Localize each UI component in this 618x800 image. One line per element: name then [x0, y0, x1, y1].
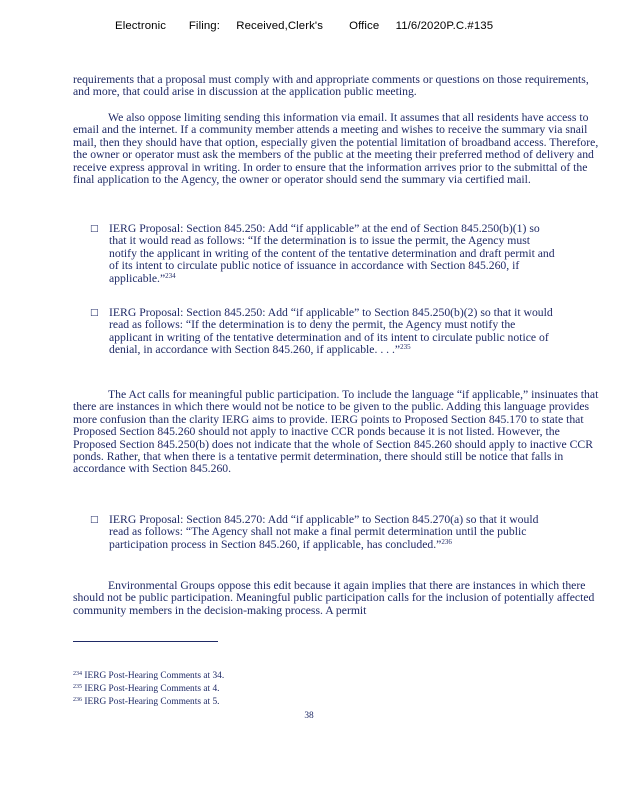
footnote-text: IERG Post-Hearing Comments at 5.	[84, 697, 220, 707]
footnote-ref-236: 236	[441, 537, 452, 546]
footnote-number: 236	[73, 697, 82, 703]
header-electronic: Electronic	[115, 20, 167, 32]
paragraph-2	[73, 112, 603, 186]
footnote-ref-234: 234	[165, 271, 176, 280]
footnote-ref-235: 235	[400, 343, 411, 352]
footnote-text: IERG Post-Hearing Comments at 4.	[84, 684, 220, 694]
bullet-3-text	[109, 514, 558, 551]
header-received: Received,Clerk's	[236, 20, 323, 32]
footnote-number: 235	[73, 684, 82, 690]
bullet-box-icon: □	[90, 224, 99, 234]
bullet-1-text	[109, 223, 558, 285]
bullet-2-text	[109, 307, 558, 357]
footnote-236	[73, 696, 473, 709]
bullet-box-icon: □	[90, 515, 99, 525]
header-stamp: 11/6/2020P.C.#135	[395, 20, 494, 32]
footnote-number: 234	[73, 671, 82, 677]
paragraph-2-text: We also oppose limiting sending this information via email. It assumes that all residents have access to email and the internet. If a community member attends a meeting and wishes to receive the summary via snail mail, then they should have that option, especially given the potential limitation of broadband access. Therefore, the owner or operator must ask the members of the public at the meeting their preferred method of delivery and receive express approval in writing. In order to ensure that the information arrives prior to the submittal of the final application to the Agency, the owner or operator should send the summary via certified mail.	[73, 111, 599, 187]
bullet-2-body: IERG Proposal: Section 845.250: Add “if applicable” to Section 845.250(b)(2) so that it would read as follows: “If the determination is to deny the permit, the Agency must notify the applicant in writing of the tentative determination and of its intent to circulate public notice of denial, in accordance with Section 845.260, if applicable. . . .”	[109, 306, 553, 357]
paragraph-4	[73, 580, 603, 617]
bullet-3-body: IERG Proposal: Section 845.270: Add “if applicable” to Section 845.270(a) so that it would read as follows: “The Agency shall not make a final permit determination until the public participation process in Section 845.260, if applicable, has concluded.”	[109, 513, 539, 551]
bullet-item-2	[90, 307, 558, 357]
bullet-box-icon: □	[90, 308, 99, 318]
footnote-text: IERG Post-Hearing Comments at 34.	[84, 671, 225, 681]
footnotes	[73, 670, 473, 709]
bullet-item-3	[90, 514, 558, 551]
page-number: 38	[304, 711, 314, 721]
paragraph-4-text: Environmental Groups oppose this edit because it again implies that there are instances in which there should not be public participation. Meaningful public participation calls for the inclusion of potentially affected community members in the decision-making process. A permit	[73, 579, 595, 617]
paragraph-1	[73, 74, 603, 99]
bullet-1-body: IERG Proposal: Section 845.250: Add “if applicable” at the end of Section 845.250(b)(1) so that it would read as follows: “If the determination is to issue the permit, the Agency must notify the applicant in writing of the content of the tentative determination and draft permit and of its intent to circulate public notice of issuance in accordance with Section 845.260, if applicable.”	[109, 222, 555, 285]
paragraph-3-text: The Act calls for meaningful public participation. To include the language “if applicable,” insinuates that there are instances in which there would not be notice to be given to the public. Adding this language provides more confusion than the clarity IERG aims to provide. IERG points to Proposed Section 845.170 to state that Proposed Section 845.260 should not apply to inactive CCR ponds because it is not listed. However, the Proposed Section 845.250(b) does not indicate that the whole of Section 845.260 should apply to inactive CCR ponds. Rather, that when there is a tentative permit determination, there should still be notice that falls in accordance with Section 845.260.	[73, 388, 599, 476]
footnote-separator	[73, 641, 218, 642]
paragraph-3	[73, 389, 603, 476]
filing-header	[115, 20, 493, 32]
header-office: Office	[349, 20, 380, 32]
paragraph-1-text: requirements that a proposal must comply with and appropriate comments or questions on those requirements, and more, that could arise in discussion at the application public meeting.	[73, 73, 589, 99]
header-filing: Filing:	[188, 20, 220, 32]
footnote-234	[73, 670, 473, 683]
footnote-235	[73, 683, 473, 696]
bullet-item-1	[90, 223, 558, 285]
